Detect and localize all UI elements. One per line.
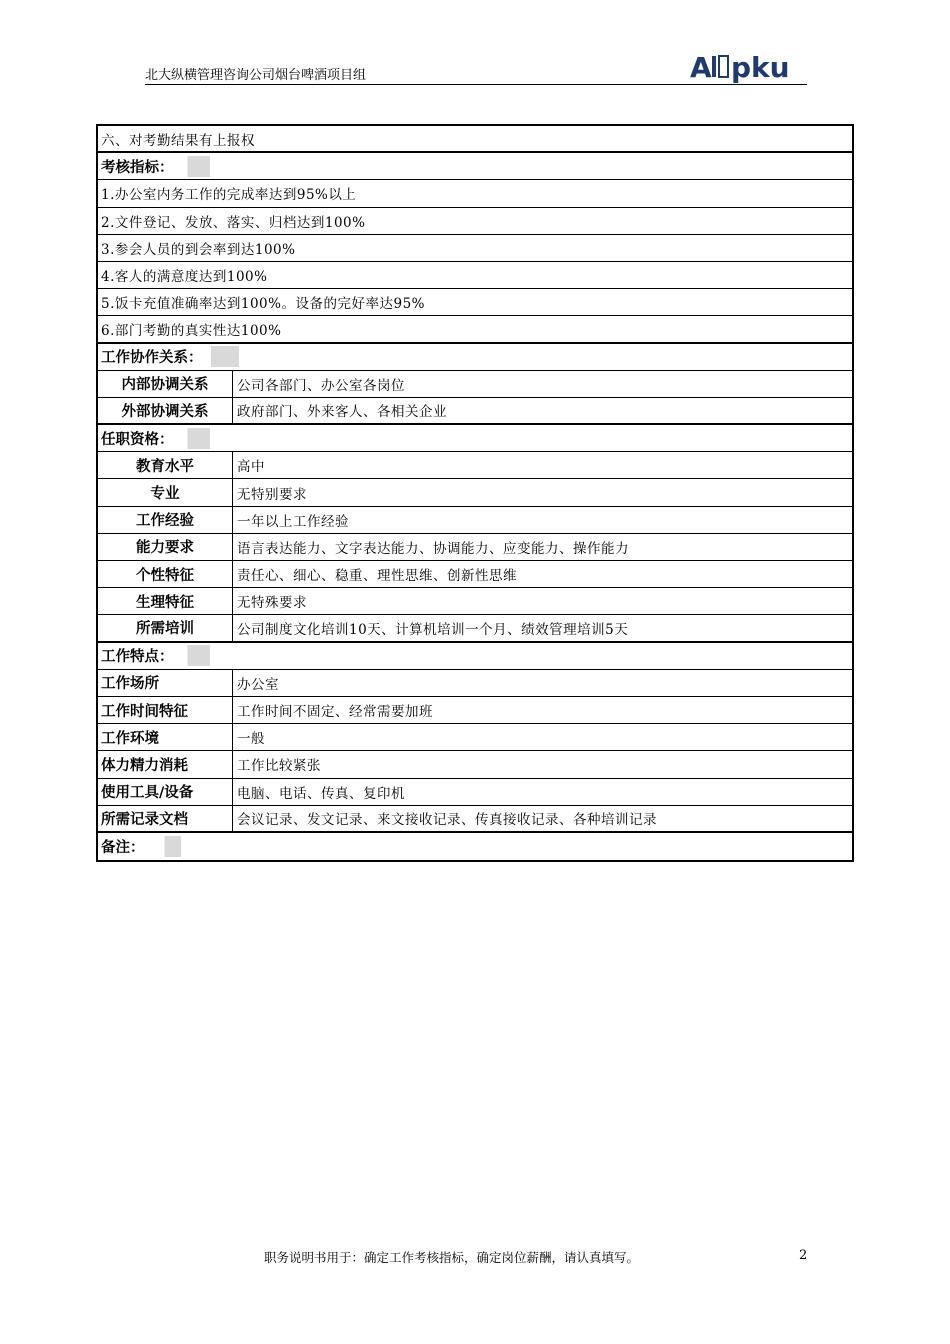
kpi-item: 2.文件登记、发放、落实、归档达到100% bbox=[101, 214, 366, 231]
qualifications-title: 任职资格： bbox=[98, 428, 210, 449]
company-header: 北大纵横管理咨询公司烟台啤酒项目组 bbox=[145, 68, 367, 83]
kpi-item: 3.参会人员的到会率到达100% bbox=[101, 241, 296, 258]
qualification-label: 能力要求 bbox=[98, 534, 233, 560]
feature-row bbox=[98, 751, 852, 778]
kpi-item: 6.部门考勤的真实性达100% bbox=[101, 322, 282, 339]
feature-label: 使用工具/设备 bbox=[98, 779, 233, 805]
qualification-label: 生理特征 bbox=[98, 588, 233, 614]
features-section-header bbox=[98, 643, 852, 670]
kpi-row bbox=[98, 235, 852, 262]
feature-value: 电脑、电话、传真、复印机 bbox=[237, 785, 405, 802]
qualification-value: 责任心、细心、稳重、理性思维、创新性思维 bbox=[237, 568, 517, 585]
feature-value: 工作时间不固定、经常需要加班 bbox=[237, 704, 433, 721]
kpi-title: 考核指标： bbox=[98, 156, 210, 177]
qualification-label: 个性特征 bbox=[98, 561, 233, 587]
qualification-value: 语言表达能力、文字表达能力、协调能力、应变能力、操作能力 bbox=[237, 540, 629, 557]
feature-row bbox=[98, 806, 852, 833]
kpi-item: 1.办公室内务工作的完成率达到95%以上 bbox=[101, 187, 357, 204]
qualification-value: 公司制度文化培训10天、计算机培训一个月、绩效管理培训5天 bbox=[237, 621, 629, 638]
qualifications-section-header bbox=[98, 425, 852, 452]
qualification-value: 无特别要求 bbox=[237, 486, 307, 503]
qualification-label: 专业 bbox=[98, 479, 233, 505]
allpku-logo bbox=[690, 50, 808, 84]
qualification-label: 所需培训 bbox=[98, 615, 233, 640]
feature-label: 工作时间特征 bbox=[98, 697, 233, 723]
kpi-row bbox=[98, 316, 852, 343]
kpi-row bbox=[98, 289, 852, 316]
feature-value: 一般 bbox=[237, 731, 265, 748]
relation-label: 内部协调关系 bbox=[98, 371, 233, 397]
feature-value: 办公室 bbox=[237, 676, 279, 693]
kpi-row bbox=[98, 208, 852, 235]
kpi-section-header bbox=[98, 153, 852, 180]
kpi-row bbox=[98, 180, 852, 207]
authority-item: 六、对考勤结果有上报权 bbox=[101, 132, 255, 149]
qualification-value: 高中 bbox=[237, 459, 265, 476]
relation-value: 政府部门、外来客人、各相关企业 bbox=[237, 404, 447, 421]
feature-row bbox=[98, 724, 852, 751]
feature-row bbox=[98, 779, 852, 806]
qualification-value: 一年以上工作经验 bbox=[237, 513, 349, 530]
qualification-row bbox=[98, 452, 852, 479]
kpi-row bbox=[98, 262, 852, 289]
svg-text:A: A bbox=[690, 51, 712, 84]
feature-label: 体力精力消耗 bbox=[98, 751, 233, 777]
relations-section-header bbox=[98, 344, 852, 371]
qualification-value: 无特殊要求 bbox=[237, 595, 307, 612]
kpi-item: 4.客人的满意度达到100% bbox=[101, 269, 268, 286]
features-title: 工作特点： bbox=[98, 645, 210, 666]
feature-value: 工作比较紧张 bbox=[237, 758, 321, 775]
remarks-section-header bbox=[98, 833, 852, 860]
qualification-row bbox=[98, 534, 852, 561]
qualification-row bbox=[98, 615, 852, 642]
qualification-row bbox=[98, 479, 852, 506]
qualification-row bbox=[98, 561, 852, 588]
feature-label: 工作场所 bbox=[98, 670, 233, 696]
svg-text:pku: pku bbox=[731, 51, 790, 84]
qualification-row bbox=[98, 507, 852, 534]
remarks-title: 备注： bbox=[98, 836, 181, 857]
footer-note: 职务说明书用于：确定工作考核指标，确定岗位薪酬，请认真填写。 bbox=[264, 1250, 640, 1265]
feature-label: 所需记录文档 bbox=[98, 806, 233, 831]
feature-row bbox=[98, 670, 852, 697]
job-description-table bbox=[96, 124, 854, 862]
page-number: 2 bbox=[799, 1248, 808, 1263]
qualification-row bbox=[98, 588, 852, 615]
authority-row bbox=[98, 126, 852, 153]
qualification-label: 教育水平 bbox=[98, 452, 233, 478]
relations-title: 工作协作关系： bbox=[98, 346, 239, 367]
relation-label: 外部协调关系 bbox=[98, 398, 233, 423]
relation-value: 公司各部门、办公室各岗位 bbox=[237, 377, 405, 394]
relation-row bbox=[98, 371, 852, 398]
qualification-label: 工作经验 bbox=[98, 507, 233, 533]
kpi-item: 5.饭卡充值准确率达到100%。设备的完好率达95% bbox=[101, 296, 425, 313]
feature-label: 工作环境 bbox=[98, 724, 233, 750]
feature-value: 会议记录、发文记录、来文接收记录、传真接收记录、各种培训记录 bbox=[237, 812, 657, 829]
header-divider bbox=[145, 84, 807, 85]
relation-row bbox=[98, 398, 852, 425]
feature-row bbox=[98, 697, 852, 724]
